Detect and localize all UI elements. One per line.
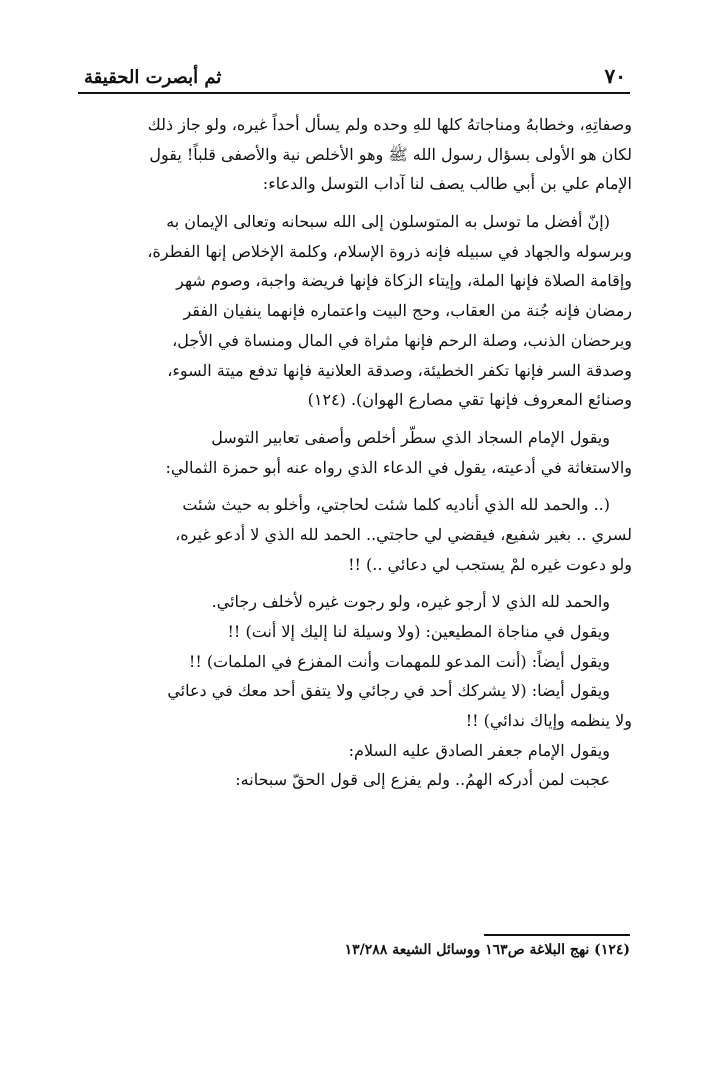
text-line: وصفاتِهِ، وخطابهُ ومناجاتهُ كلها للهِ وحده ولم يسأل أحداً غيره، ولو جاز ذلك [147, 115, 632, 134]
footnote-rule [484, 934, 630, 936]
body-text [74, 110, 632, 795]
page-number: ٧٠ [604, 64, 626, 88]
text-line: ويقول أيضا: (لا يشركك أحد في رجائي ولا يتفق أحد معك في دعائي [167, 681, 610, 701]
quote-line: وصدقة السر فإنها تكفر الخطيئة، وصدقة العلانية فإنها تدفع ميتة السوء، [167, 360, 632, 380]
text-line: لكان هو الأولى بسؤال رسول الله ﷺ وهو الأخلص نية والأصفى قلباً! يقول [149, 144, 632, 164]
quote-line: (.. والحمد لله الذي أناديه كلما شئت لحاجتي، وأخلو به حيث شئت [182, 495, 610, 515]
text-line: ويقول الإمام جعفر الصادق عليه السلام: [348, 740, 610, 760]
text-line: ولا ينظمه وإياك ندائي) !! [465, 711, 632, 731]
quote-line: رمضان فإنه جُنة من العقاب، وحج البيت واعتماره فإنهما ينفيان الفقر [183, 301, 632, 321]
text-line: ويقول أيضاً: (أنت المدعو للمهمات وأنت المفزع في الملمات) !! [188, 651, 610, 671]
running-title: ثم أبصرت الحقيقة [84, 67, 222, 88]
quote-line: لسري .. بغير شفيع، فيقضي لي حاجتي.. الحمد لله الذي لا أدعو غيره، [175, 524, 632, 544]
text-line: عجبت لمن أدركه الهمُ.. ولم يفزع إلى قول الحقّ سبحانه: [235, 770, 610, 790]
footnote: (١٢٤) نهج البلاغة ص١٦٣ ووسائل الشيعة ١٣/٢٨٨ [344, 942, 630, 958]
text-line: ويقول الإمام السجاد الذي سطّر أخلص وأصفى تعابير التوسل [211, 427, 610, 447]
text-line: الإمام علي بن أبي طالب يصف لنا آداب التوسل والدعاء: [262, 174, 632, 194]
text-line: ويقول في مناجاة المطيعين: (ولا وسيلة لنا إليك إلا أنت) !! [227, 622, 610, 641]
quote-line: وإقامة الصلاة فإنها الملة، وإيتاء الزكاة فإنها فريضة واجبة، وصوم شهر [176, 271, 632, 291]
text-line: والحمد لله الذي لا أرجو غيره، ولو رجوت غيره لأخلف رجائي. [211, 592, 610, 612]
page-header [78, 58, 630, 94]
quote-line: وبرسوله والجهاد في سبيله فإنه ذروة الإسلام، وكلمة الإخلاص إنها الفطرة، [147, 241, 632, 261]
text-line: والاستغاثة في أدعيته، يقول في الدعاء الذي رواه عنه أبو حمزة الثمالي: [165, 457, 632, 477]
quote-line: ويرحضان الذنب، وصلة الرحم فإنها مثراة في المال ومنساة في الأجل، [172, 330, 632, 350]
quote-line: وصنائع المعروف فإنها تقي مصارع الهوان). (١٢٤) [307, 390, 632, 410]
quote-line: ولو دعوت غيره لمْ يستجب لي دعائي ..) !! [348, 554, 632, 574]
quote-line: (إنّ أفضل ما توسل به المتوسلون إلى الله سبحانه وتعالى الإيمان به [166, 212, 610, 232]
